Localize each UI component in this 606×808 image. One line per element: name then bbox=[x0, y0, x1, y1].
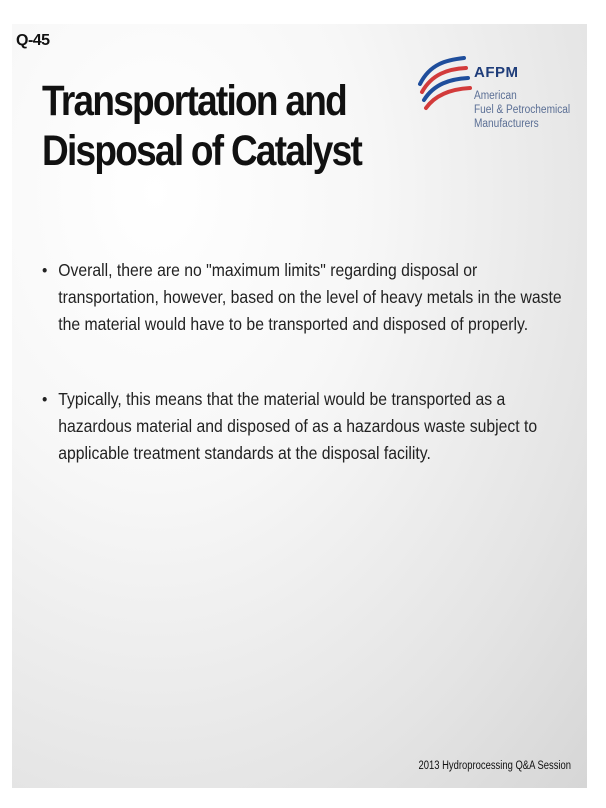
logo-subtitle-line-3: Manufacturers bbox=[474, 118, 539, 130]
logo-subtitle-line-2: Fuel & Petrochemical bbox=[474, 104, 571, 116]
slide-title bbox=[42, 76, 361, 176]
logo-subtitle-line-1: American bbox=[474, 90, 517, 102]
afpm-logo-icon bbox=[416, 54, 472, 114]
slide-title-line-2: Disposal of Catalyst bbox=[42, 127, 362, 175]
slide bbox=[12, 24, 587, 788]
bullet-text: Overall, there are no "maximum limits" regarding disposal or transportation, however, based on the level of heavy metals in the waste the material would have to be transported and disposed of properly. bbox=[58, 260, 562, 334]
bullet-text: Typically, this means that the material would be transported as a hazardous material and disposed of as a hazardous waste subject to applicable treatment standards at the disposal facility. bbox=[58, 389, 538, 463]
footer-text: 2013 Hydroprocessing Q&A Session bbox=[418, 760, 571, 772]
bullet-item bbox=[42, 257, 562, 338]
bullet-marker: • bbox=[42, 261, 48, 280]
logo-name: AFPM bbox=[474, 64, 519, 81]
slide-title-line-1: Transportation and bbox=[42, 77, 346, 125]
question-number: Q-45 bbox=[16, 32, 50, 49]
bullet-list bbox=[42, 257, 582, 467]
logo-subtitle bbox=[474, 89, 570, 131]
bullet-marker: • bbox=[42, 390, 48, 409]
afpm-logo bbox=[416, 54, 576, 164]
bullet-item bbox=[42, 386, 562, 467]
